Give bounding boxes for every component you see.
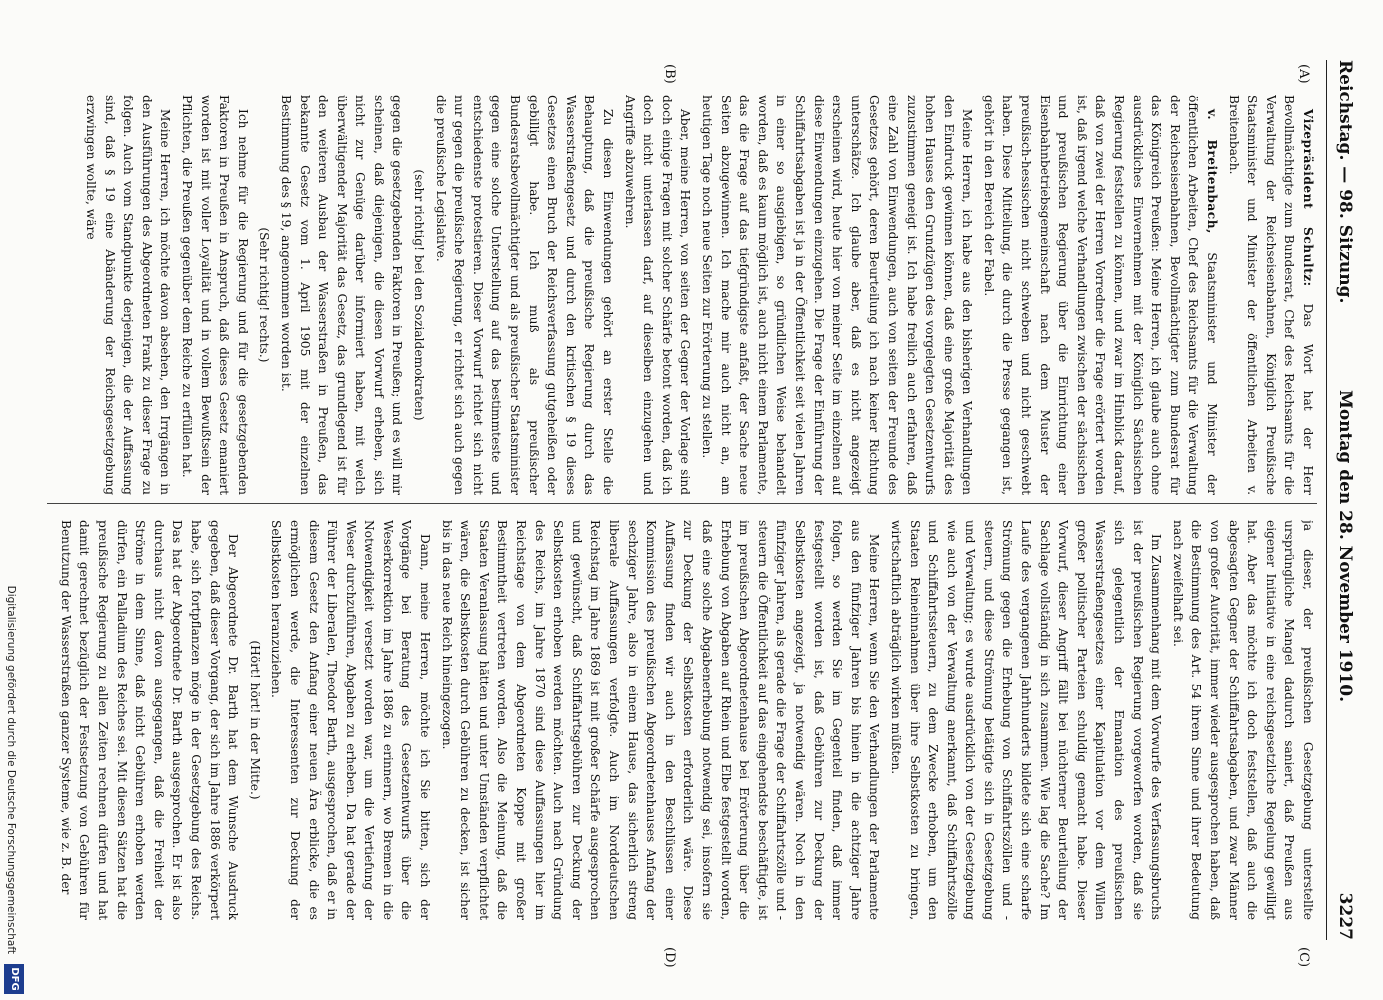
paragraph: Zu diesen Einwendungen gehört an erster Stelle die Behauptung, daß die preußische Regierung durch das Wasserstraßengesetz und durch den kritischen § 19 dieses Gesetzes einen Bruch der Reichsverfassung gutgeheißen oder gebilligt habe. Ich muß als preußischer Bundesratsbevollmächtigter und als preußischer Staatsminister gegen eine solche Unterstellung auf das bestimmteste und entschiedenste protestieren. Dieser Vorwurf richtet sich nicht nur gegen die preußische Regierung, er richtet sich auch gegen die preußische Legislative. [433,95,616,495]
header-session: Reichstag. — 98. Sitzung. [1335,60,1355,304]
interjection: (sehr richtig! bei den Sozialdemokraten) [412,169,427,421]
paragraph: Der Abgeordnete Dr. Barth hat dem Wunsche Ausdruck gegeben, daß dieser Vorgang, der sich im Jahre 1886 verkörpert habe, sich fortpflanzen möge in der Gesetzgebung des Reichs. Das hat der Abgeordnete Dr. Barth ausgesprochen. Er ist also durchaus nicht davon ausgegangen, daß die Freiheit der Ströme in dem Sinne, daß nicht Gebühren erhoben werden dürfen, ein Palladium des Reiches sei. Mit diesen Sätzen hat die preußische Regierung zu allen Zeiten rechnen dürfen und hat damit gerechnet bezüglich der Festsetzung von Gebühren für Benutzung der Wasserstraßen ganzer Systeme, wie z. B. der [58,520,241,920]
paragraph: Im Zusammenhang mit dem Vorwurfe des Verfassungsbruchs ist der preußischen Regierung vorgeworfen worden, daß sie sich gelegentlich der Emanation des preußischen Wasserstraßengesetzes einer Kapitulation vor dem Willen großer politischer Parteien schuldig gemacht habe. Dieser Vorwurf, dieser Angriff fällt bei nüchterner Beurteilung der Sachlage vollständig in sich zusammen. Wie lag die Sache? Im Laufe des vergangenen Jahrhunderts bildete sich eine scharfe Strömung gegen die Erhebung von Schiffahrtszöllen und -steuern, und diese Strömung betätigte sich in Gesetzgebung und Verwaltung; es wurde ausdrücklich von der Gesetzgebung wie auch von der Verwaltung anerkannt, daß Schiffahrtszölle und Schiffahrtssteuern, zu dem Zwecke erhoben, um den Staaten Reineinnahmen über ihre Selbstkosten zu bringen, wirtschaftlich abträglich wirken müßten. [888,520,1164,920]
paragraph-text: Staatsminister und Minister der öffentlichen Arbeiten, Chef des Reichsamts für die Verwaltung der Reichseisenbahnen, Bevollmächtigter zum Bundesrat für das Königreich Preußen: Meine Herren, ich glaube auch ohne ausdrückliches Einvernehmen mit der Königlich Sächsischen Regierung feststellen zu können, und zwar im Hinblick darauf, daß von zwei der Herren Vorredner die Frage erörtert worden ist, daß irgend welche Verhandlungen zwischen der sächsischen und preußischen Regierung über die Einrichtung einer Eisenbahnbetriebsgemeinschaft nach dem Muster der preußisch-hessischen nicht schweben und nicht geschwebt haben. Diese Mitteilung, die durch die Presse gegangen ist, gehört in den Bereich der Fabel. [981,95,1220,495]
margin-marker-a: (A) [1296,64,1311,84]
interjection: (Hört! hört! in der Mitte.) [247,640,262,800]
paragraph [1224,95,1317,495]
speaker-name: Vizepräsident Schultz: [1301,109,1315,287]
speaker-name: v. Breitenbach, [1205,109,1220,234]
digitization-credit [0,0,28,1000]
margin-marker-b: (B) [662,64,677,84]
header-date: Montag den 28. November 1910. [1335,390,1355,703]
dfg-logo: DFG [4,964,24,994]
page-header [1331,60,1361,940]
right-column [37,520,1317,920]
margin-marker-d: (D) [662,947,677,968]
paragraph: ja dieser, der preußischen Gesetzgebung unterstellte ursprüngliche Mangel dadurch saniert, daß Preußen aus eigener Initiative in eine reichsgesetzliche Regelung gewilligt hat. Aber das möchte ich doch feststellen, daß auch die abgesagten Gegner der Schiffahrtsabgaben, und zwar Männer von großer Autorität, immer wieder ausgesprochen haben, daß die Bestimmung des Art. 54 ihrem Sinne und ihrer Bedeutung nach zweifelhaft sei. [1170,520,1315,920]
paragraph: gegen die gesetzgebenden Faktoren in Preußen; und es will mir scheinen, daß diejenigen, die diesen Vorwurf erheben, sich nicht zur Genüge darüber informiert haben, mit welch überwältigender Majorität das Gesetz, das grundlegend ist für den weiteren Ausbau der Wasserstraßen in Preußen, das bekannte Gesetz vom 1. April 1905 mit der einzelnen Bestimmung des § 19, angenommen worden ist. [278,95,405,495]
column-divider [47,503,1317,504]
paragraph: Ich nehme für die Regierung und für die gesetzgebenden Faktoren in Preußen in Anspruch, daß dieses Gesetz emaniert worden ist mit voller Loyalität und in vollem Bewußtsein der Pflichten, die Preußen gegenüber dem Reiche zu erfüllen hat. [179,95,250,495]
paragraph [979,95,1221,495]
paragraph: Meine Herren, wenn Sie den Verhandlungen der Parlamente aus den fünfziger Jahren bis hinein in die achtziger Jahre folgen, so werden Sie im Gegenteil finden, daß immer festgestellt worden ist, daß Gebühren zur Deckung der Selbstkosten angezeigt, ja notwendig wären. Noch in den fünfziger Jahren, als gerade die Frage der Schiffahrtszölle und -steuern die Öffentlichkeit auf das eingehendste beschäftigte, ist im preußischen Abgeordnetenhause bei Erörterung über die Erhebung von Abgaben auf Rhein und Elbe festgestellt worden, daß eine solche Abgabenerhebung notwendig sei, insofern sie zur Deckung der Selbstkosten erforderlich wäre. Diese Auffassung finden wir auch in den Beschlüssen einer Kommission des preußischen Abgeordnetenhauses Anfang der sechziger Jahre, also in einem Hause, das sicherlich streng liberale Auffassungen verfolgte. Auch im Norddeutschen Reichstag im Jahre 1869 ist mit großer Schärfe ausgesprochen und gewünscht, daß Schiffahrtsgebühren zur Deckung der Selbstkosten erhoben werden möchten. Auch nach Gründung des Reichs, im Jahre 1870 sind diese Auffassungen hier im Reichstage von dem Abgeordneten Koppe mit großer Bestimmtheit vertreten worden. Also die Meinung, daß die Staaten Veranlassung hätten und unter Umständen verpflichtet wären, die Selbstkosten durch Gebühren zu decken, ist sicher bis in das neue Reich hineingezogen. [439,520,882,920]
credit-text: Digitalisierung gefördert durch die Deutsche Forschungsgemeinschaft [5,585,17,954]
paragraph: Dann, meine Herren, möchte ich Sie bitten, sich der Vorgänge bei Beratung des Gesetzentwurfs über die Weserkorrektion im Jahre 1886 zu erinnern, wo Bremen in die Notwendigkeit versetzt worden war, um die Vertiefung der Weser durchzuführen, Abgaben zu erheben. Da hat gerade der Führer der Liberalen, Theodor Barth, ausgesprochen, daß er in diesem Gesetz den Anfang einer neuen Ära erblicke, die es ermöglichen werde, die Interessenten zur Deckung der Selbstkosten heranzuziehen. [269,520,433,920]
margin-marker-c: (C) [1296,947,1311,968]
paragraph: Meine Herren, ich habe aus den bisherigen Verhandlungen den Eindruck gewinnen können, daß eine große Majorität des hohen Hauses den Grundzügen des vorgelegten Gesetzentwurfs zuzustimmen geneigt ist. Ich habe freilich auch erfahren, daß eine Zahl von Einwendungen, auch von seiten der Freunde des Gesetzes gehört, deren Beurteilung ich nach keiner Richtung unterschätze. Ich glaube aber, daß es nicht angezeigt erscheinen wird, heute hier von meiner Seite im einzelnen auf diese Einwendungen einzugehen. Die Frage der Einführung der Schiffahrtsabgaben ist ja in der Öffentlichkeit seit vielen Jahren in einer so ausgiebigen, so gründlichen Weise behandelt worden, daß es kaum möglich ist, auch nicht einem Parlamente, das die Frage auf das tiefgründigste anfaßt, der Sache neue Seiten abzugewinnen. Ich mache mir auch nicht an, am heutigen Tage noch neue Seiten zur Erörterung zu stellen. [700,95,975,495]
header-rule [1326,60,1327,940]
page-number: 3227 [1335,892,1355,940]
paragraph-text: Das Wort hat der Herr Bevollmächtigte zum Bundesrat, Chef des Reichsamts für die Verwaltung der Reichseisenbahnen, Königlich Preußische Staatsminister und Minister der öffentlichen Arbeiten v. Breitenbach. [1226,95,1315,495]
interjection: (Sehr richtig! rechts.) [257,227,272,363]
left-column [37,95,1317,495]
paragraph: Aber, meine Herren, von seiten der Gegner der Vorlage sind doch einige Fragen mit solcher Schärfe betont worden, daß ich doch nicht unterlassen darf, auf dieselben einzugehen und Angriffe abzuwehren. [622,95,693,495]
paragraph: Meine Herren, ich möchte davon absehen, den Irrgängen in den Ausführungen des Abgeordneten Frank zu dieser Frage zu folgen. Auch vom Standpunkte derjenigen, die der Auffassung sind, daß § 19 eine Abänderung der Reichsgesetzgebung erzwingen wollte, wäre [84,95,173,495]
